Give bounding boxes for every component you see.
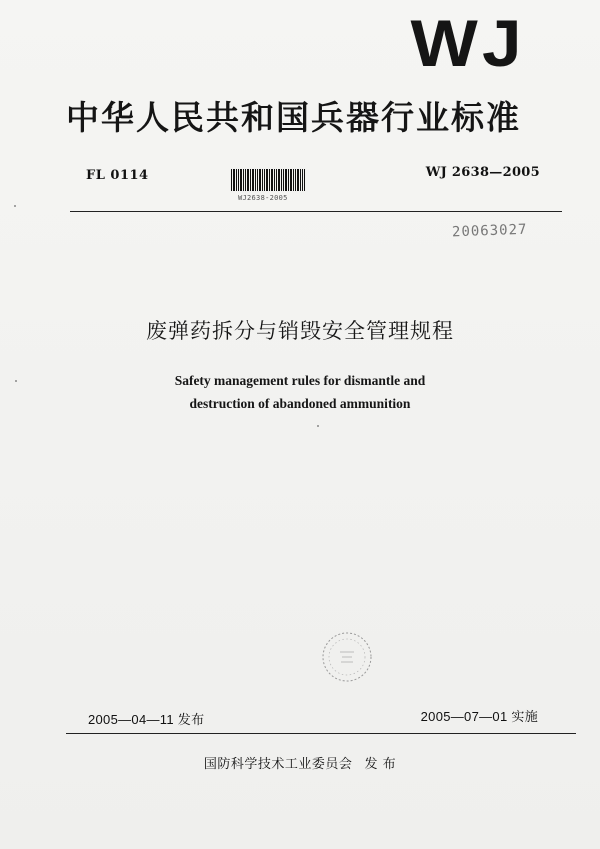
handwritten-id: 20063027 bbox=[451, 221, 528, 241]
publisher-action: 发 布 bbox=[364, 757, 397, 772]
document-title-english-line2: destruction of abandoned ammunition bbox=[189, 396, 411, 411]
barcode-icon bbox=[230, 167, 306, 193]
seal-stamp-icon bbox=[320, 630, 374, 684]
publisher-name: 国防科学技术工业委员会 bbox=[203, 757, 353, 772]
wj-logo: WJ bbox=[410, 6, 526, 80]
classification-code: FL 0114 bbox=[86, 168, 149, 183]
scan-speck bbox=[317, 425, 319, 427]
publisher-line bbox=[0, 753, 600, 772]
scan-speck bbox=[14, 205, 16, 207]
header-divider bbox=[70, 211, 562, 212]
footer-divider bbox=[66, 733, 576, 734]
standard-number: WJ 2638—2005 bbox=[425, 165, 540, 180]
standard-type-heading: 中华人民共和国兵器行业标准 bbox=[66, 98, 521, 137]
document-title-chinese: 废弹药拆分与销毁安全管理规程 bbox=[146, 319, 454, 343]
document-title-english-line1: Safety management rules for dismantle and bbox=[174, 373, 426, 388]
issue-date: 2005—04—11 发布 bbox=[88, 712, 205, 727]
implementation-date: 2005—07—01 实施 bbox=[420, 709, 538, 724]
barcode-caption: WJ2638-2005 bbox=[238, 194, 288, 202]
scan-speck bbox=[15, 380, 17, 382]
